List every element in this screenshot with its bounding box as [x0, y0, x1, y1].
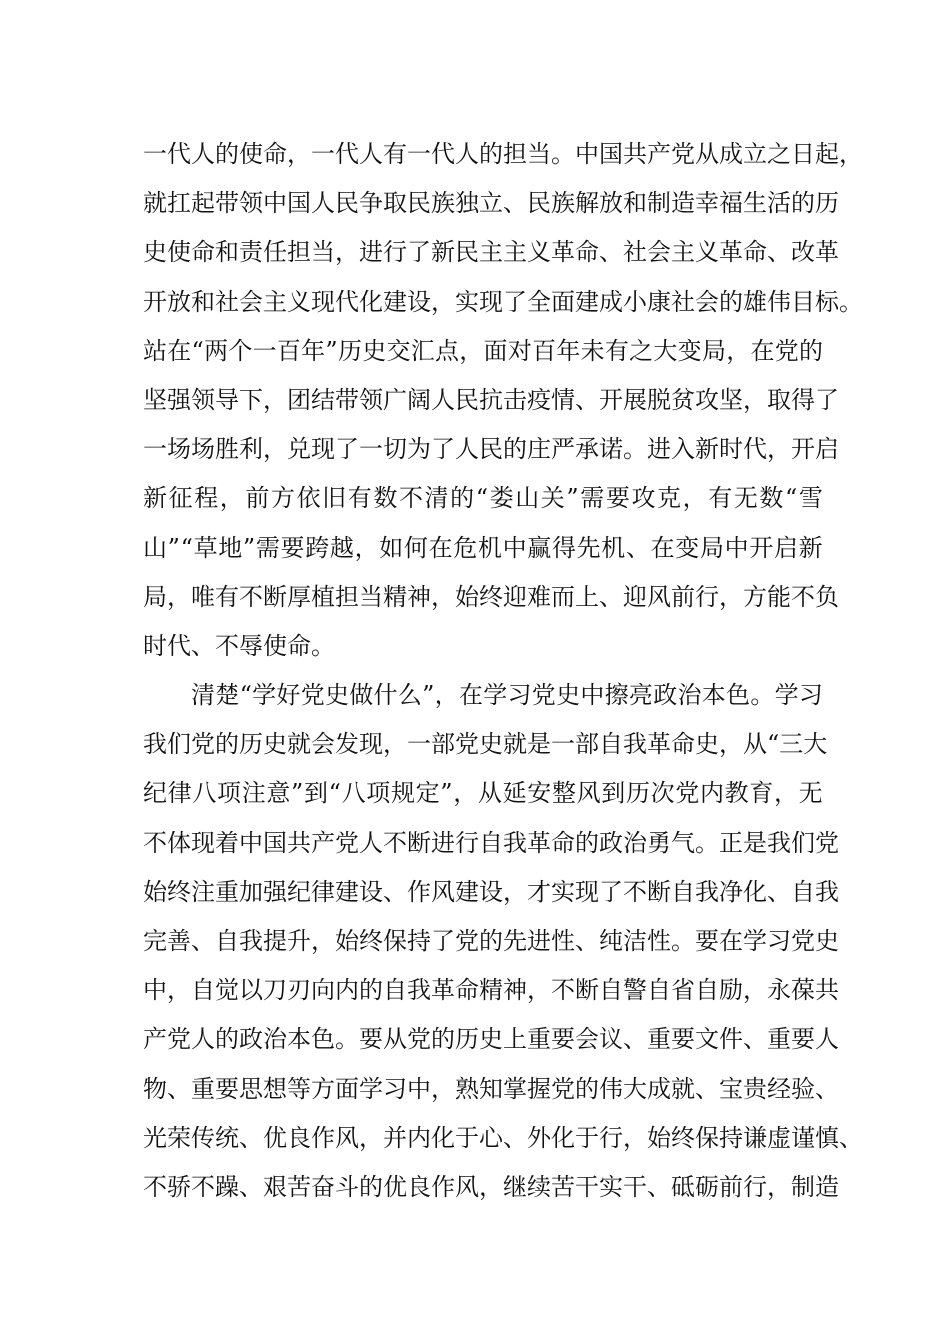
text-line: 坚 强 领 导 下 ， 团 结 带 领 广 阔 人 民 抗 击 疫 情 、 开 展 脱 贫 攻 坚 ， 取 得 了 — [143, 385, 839, 414]
text-line: 史 使 命 和 责 任 担 当 ， 进 行 了 新 民 主 主 义 革 命 、 社 会 主 义 革 命 、 改 革 — [143, 238, 839, 267]
text-line: 纪 律 八 项 注 意 ” 到 “ 八 项 规 定 ” ， 从 延 安 整 风 到 历 次 党 内 教 育 ， 无 — [143, 779, 823, 808]
text-line: 时 代 、 不 辱 使 命 。 — [143, 631, 335, 660]
text-line: 不 体 现 着 中 国 共 产 党 人 不 断 进 行 自 我 革 命 的 政 治 勇 气 。 正 是 我 们 党 — [143, 828, 839, 857]
body-text — [143, 130, 863, 1212]
text-line: 就 扛 起 带 领 中 国 人 民 争 取 民 族 独 立 、 民 族 解 放 和 制 造 幸 福 生 活 的 历 — [143, 189, 839, 218]
text-line: 一 代 人 的 使 命 ， 一 代 人 有 一 代 人 的 担 当 。 中 国 共 产 党 从 成 立 之 日 起 ， — [143, 140, 863, 168]
text-line: 山 ” “ 草 地 ” 需 要 跨 越 ， 如 何 在 危 机 中 赢 得 先 机 、 在 变 局 中 开 启 新 — [143, 533, 823, 562]
text-line: 清 楚 “ 学 好 党 史 做 什 么 ” ， 在 学 习 党 史 中 擦 亮 政 治 本 色 。 学 习 — [191, 681, 823, 710]
text-line: 一 场 场 胜 利 ， 兑 现 了 一 切 为 了 人 民 的 庄 严 承 诺 。 进 入 新 时 代 ， 开 启 — [143, 435, 839, 464]
text-line: 局 ， 唯 有 不 断 厚 植 担 当 精 神 ， 始 终 迎 难 而 上 、 迎 风 前 行 ， 方 能 不 负 — [143, 582, 839, 611]
text-line: 始 终 注 重 加 强 纪 律 建 设 、 作 风 建 设 ， 才 实 现 了 不 断 自 我 净 化 、 自 我 — [143, 877, 839, 906]
text-line: 产 党 人 的 政 治 本 色 。 要 从 党 的 历 史 上 重 要 会 议 、 重 要 文 件 、 重 要 人 — [143, 1025, 839, 1054]
text-line: 我 们 党 的 历 史 就 会 发 现 ， 一 部 党 史 就 是 一 部 自 我 革 命 史 ， 从 “ 三 大 — [143, 730, 828, 759]
text-line: 新 征 程 ， 前 方 依 旧 有 数 不 清 的 “ 娄 山 关 ” 需 要 攻 克 ， 有 无 数 “ 雪 — [143, 484, 823, 513]
text-line: 中 ， 自 觉 以 刀 刃 向 内 的 自 我 革 命 精 神 ， 不 断 自 警 自 省 自 励 ， 永 葆 共 — [143, 976, 839, 1005]
text-line: 开 放 和 社 会 主 义 现 代 化 建 设 ， 实 现 了 全 面 建 成 小 康 社 会 的 雄 伟 目 标 。 — [143, 287, 863, 316]
text-line: 物 、 重 要 思 想 等 方 面 学 习 中 ， 熟 知 掌 握 党 的 伟 大 成 就 、 宝 贵 经 验 、 — [143, 1074, 839, 1103]
text-line: 不 骄 不 躁 、 艰 苦 奋 斗 的 优 良 作 风 ， 继 续 苦 干 实 干 、 砥 砺 前 行 ， 制 造 — [143, 1172, 839, 1201]
text-line: 站 在 “ 两 个 一 百 年 ” 历 史 交 汇 点 ， 面 对 百 年 未 有 之 大 变 局 ， 在 党 的 — [143, 336, 823, 365]
text-line: 光 荣 传 统 、 优 良 作 风 ， 并 内 化 于 心 、 外 化 于 行 ， 始 终 保 持 谦 虚 谨 慎 、 — [143, 1123, 863, 1152]
text-line: 完 善 、 自 我 提 升 ， 始 终 保 持 了 党 的 先 进 性 、 纯 洁 性 。 要 在 学 习 党 史 — [143, 927, 839, 955]
